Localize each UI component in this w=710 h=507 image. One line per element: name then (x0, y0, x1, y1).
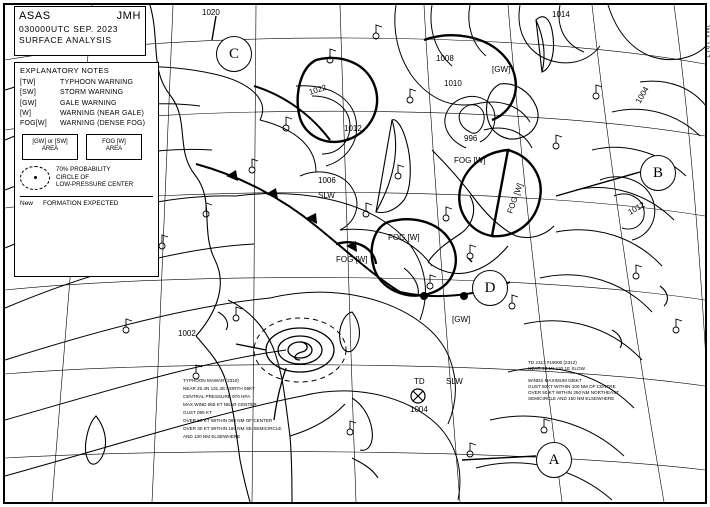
legend-code-w: [W] (20, 109, 32, 117)
svg-text:GUST 50KT WITHIN 100 NM OF CEN: GUST 50KT WITHIN 100 NM OF CENTRE (528, 384, 616, 389)
svg-text:OVER 30 KT WITHIN 180 NM SE-SE: OVER 30 KT WITHIN 180 NM SE-SEMICIRCLE (183, 426, 282, 431)
probability-circle-icon (20, 166, 50, 190)
svg-text:SEMICIRCLE AND 150 NM ELSEWHER: SEMICIRCLE AND 150 NM ELSEWHERE (528, 396, 615, 401)
svg-text:TD 2313 #19000 (2312): TD 2313 #19000 (2312) (528, 360, 577, 365)
legend-row-gw (20, 100, 153, 107)
chart-subtitle: SURFACE ANALYSIS (19, 35, 112, 46)
svg-text:OVER 50 KT WITHIN 060 NM OF CE: OVER 50 KT WITHIN 060 NM OF CENTER (183, 418, 273, 423)
legend-desc-fogw: WARNING (DENSE FOG) (60, 120, 146, 128)
legend-area-fog (86, 134, 142, 160)
chart-title-block (14, 6, 146, 56)
legend-area-gale-sub: AREA (41, 146, 59, 153)
svg-text:SLW: SLW (446, 377, 463, 386)
callout-b[interactable] (640, 155, 676, 191)
svg-text:1020: 1020 (202, 8, 220, 17)
svg-text:TD: TD (414, 377, 425, 386)
legend-code-gw: [GW] (20, 99, 37, 107)
svg-text:FOG [W]: FOG [W] (505, 181, 525, 215)
svg-text:GUST 095 KT: GUST 095 KT (183, 410, 212, 415)
legend-desc-sw: STORM WARNING (60, 89, 124, 97)
svg-text:NEAR 23.1N 130.1E SLOW: NEAR 23.1N 130.1E SLOW (528, 366, 585, 371)
svg-text:FOG [W]: FOG [W] (454, 156, 486, 165)
svg-text:AND 130 NM ELSEWHERE: AND 130 NM ELSEWHERE (183, 434, 241, 439)
callout-d-label: D (484, 279, 496, 296)
svg-text:WINDS MAXIMUM 035KT: WINDS MAXIMUM 035KT (528, 378, 582, 383)
svg-text:996: 996 (464, 134, 478, 143)
legend-formation-code: New (20, 199, 34, 207)
svg-text:1010: 1010 (444, 79, 462, 88)
svg-text:FOG [W]: FOG [W] (388, 233, 420, 242)
svg-text:1004: 1004 (633, 85, 651, 105)
chart-datetime: 030000UTC SEP. 2023 (19, 23, 119, 34)
svg-text:CENTRAL PRESSURE 970 HPA: CENTRAL PRESSURE 970 HPA (183, 394, 251, 399)
svg-text:1012: 1012 (344, 124, 362, 133)
legend-formation-entry (20, 196, 153, 208)
legend-probability-text (56, 166, 133, 189)
callout-a[interactable] (536, 442, 572, 478)
legend-row-sw (20, 89, 153, 96)
side-label: JMA 1917 (703, 24, 709, 59)
legend-probability-line3: LOW-PRESSURE CENTER (56, 181, 134, 189)
svg-text:1002: 1002 (178, 329, 196, 338)
legend-row-tw (20, 79, 153, 86)
svg-text:OVER 50 KT WITHIN 250 NM NORTH: OVER 50 KT WITHIN 250 NM NORTHEAST (528, 390, 619, 395)
svg-text:NEAR 20.4N 131.2E NORTH 08KT: NEAR 20.4N 131.2E NORTH 08KT (183, 386, 255, 391)
callout-c-label: C (228, 45, 239, 62)
svg-text:1006: 1006 (318, 176, 336, 185)
svg-text:MAX WIND 065 KT NEAR CENTER: MAX WIND 065 KT NEAR CENTER (183, 402, 257, 407)
legend-formation-desc: FORMATION EXPECTED (43, 199, 119, 207)
callout-d[interactable] (472, 270, 508, 306)
svg-text:1014: 1014 (552, 10, 570, 19)
legend-row-w (20, 110, 153, 117)
explanatory-notes-legend (14, 62, 159, 277)
svg-text:1004: 1004 (410, 405, 428, 414)
legend-probability-circle-entry (20, 166, 153, 190)
legend-code-tw: [TW] (20, 78, 36, 86)
legend-area-samples (22, 134, 153, 160)
legend-desc-gw: GALE WARNING (60, 99, 117, 107)
legend-probability-line2: CIRCLE OF (56, 173, 90, 181)
callout-a-label: A (548, 451, 560, 468)
legend-area-gale (22, 134, 78, 160)
legend-desc-tw: TYPHOON WARNING (60, 78, 134, 86)
chart-id-left: ASAS (19, 10, 51, 22)
legend-area-fog-label: FOG [W] (102, 138, 126, 145)
callout-c[interactable] (216, 36, 252, 72)
legend-row-fogw (20, 120, 153, 127)
legend-code-sw: [SW] (20, 89, 36, 97)
svg-text:[GW]: [GW] (452, 315, 471, 324)
svg-text:FOG [W]: FOG [W] (336, 255, 368, 264)
svg-text:TYPHOON MAWAR (2310): TYPHOON MAWAR (2310) (183, 378, 239, 383)
svg-text:[GW]: [GW] (492, 65, 511, 74)
svg-text:SLW: SLW (318, 191, 335, 200)
legend-area-gale-label: [GW] or [SW] (32, 138, 68, 145)
legend-code-fogw: FOG[W] (20, 120, 47, 128)
legend-probability-line1: 70% PROBABILITY (56, 165, 111, 173)
svg-text:1008: 1008 (436, 54, 454, 63)
svg-text:1022: 1022 (307, 82, 328, 97)
legend-area-fog-sub: AREA (105, 146, 123, 153)
legend-title: EXPLANATORY NOTES (20, 66, 110, 75)
legend-desc-w: WARNING (NEAR GALE) (60, 109, 145, 117)
callout-b-label: B (652, 164, 663, 181)
svg-text:1012: 1012 (626, 200, 647, 217)
chart-id-right: JMH (116, 10, 141, 22)
